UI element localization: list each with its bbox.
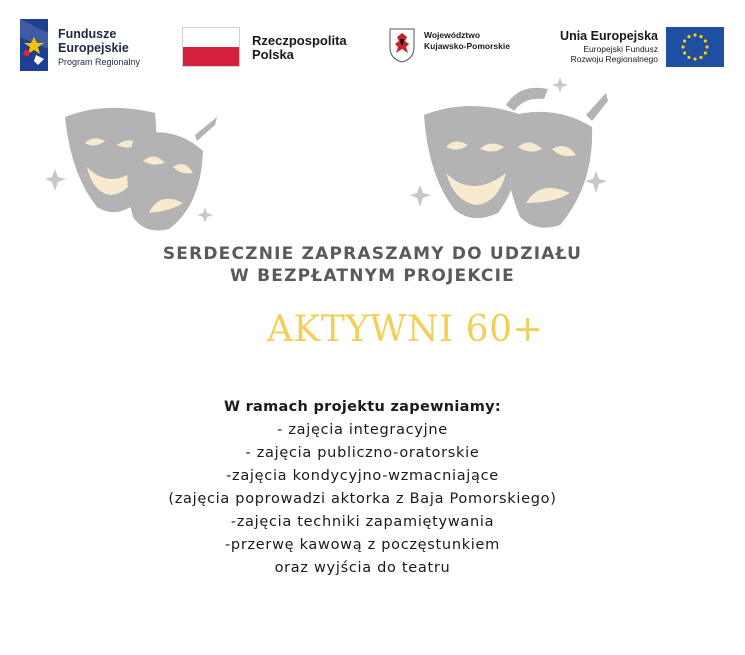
fe-line1: Fundusze (58, 27, 117, 41)
rzeczpospolita-text (252, 34, 347, 62)
offer-item: -przerwę kawową z poczęstunkiem (225, 537, 500, 553)
offer-heading: W ramach projektu zapewniamy: (223, 399, 502, 415)
logo-bar (0, 0, 745, 90)
eu-star-icon (681, 45, 684, 48)
eu-star-icon (687, 35, 690, 38)
offer-item: -zajęcia techniki zapamiętywania (230, 514, 495, 530)
unia-europejska-text (540, 29, 658, 64)
eu-star-icon (687, 56, 690, 59)
ue-line3: Rozwoju Regionalnego (570, 54, 658, 64)
theatre-masks-right-icon (410, 75, 620, 240)
theatre-masks-left-icon (45, 95, 225, 235)
ue-line1: Unia Europejska (560, 29, 658, 43)
offer-item: - zajęcia publiczno-oratorskie (245, 445, 480, 461)
project-offer (0, 396, 725, 580)
rp-line1: Rzeczpospolita (252, 33, 347, 48)
kp-line2: Kujawsko-Pomorskie (424, 41, 510, 51)
kujawsko-pomorskie-crest-icon (388, 27, 416, 63)
eu-star-icon (704, 39, 707, 42)
eu-star-icon (693, 33, 696, 36)
fe-line2: Europejskie (58, 41, 129, 55)
eu-star-icon (683, 51, 686, 54)
offer-item: oraz wyjścia do teatru (274, 560, 451, 576)
invite-line2: W BEZPŁATNYM PROJEKCIE (230, 266, 515, 286)
kujawsko-pomorskie-text (424, 30, 510, 52)
eu-star-icon (704, 51, 707, 54)
poland-flag-icon (182, 27, 240, 67)
kp-line1: Województwo (424, 30, 481, 40)
eu-star-icon (699, 56, 702, 59)
eu-star-icon (705, 45, 708, 48)
offer-item: - zajęcia integracyjne (277, 422, 448, 438)
fundusze-europejskie-logo-icon (20, 19, 48, 71)
eu-star-icon (693, 57, 696, 60)
fundusze-europejskie-text (58, 27, 168, 67)
fe-line3: Program Regionalny (58, 57, 141, 67)
offer-item: (zajęcia poprowadzi aktorka z Baja Pomorskiego) (168, 491, 557, 507)
project-title: AKTYWNI 60+ (266, 309, 544, 350)
eu-star-icon (683, 39, 686, 42)
rp-line2: Polska (252, 47, 294, 62)
offer-item: -zajęcia kondycyjno-wzmacniające (226, 468, 499, 484)
eu-star-icon (699, 35, 702, 38)
invitation-text (0, 243, 745, 287)
ue-line2: Europejski Fundusz (583, 44, 658, 54)
eu-flag-icon (666, 27, 724, 67)
invite-line1: SERDECZNIE ZAPRASZAMY DO UDZIAŁU (162, 244, 583, 264)
